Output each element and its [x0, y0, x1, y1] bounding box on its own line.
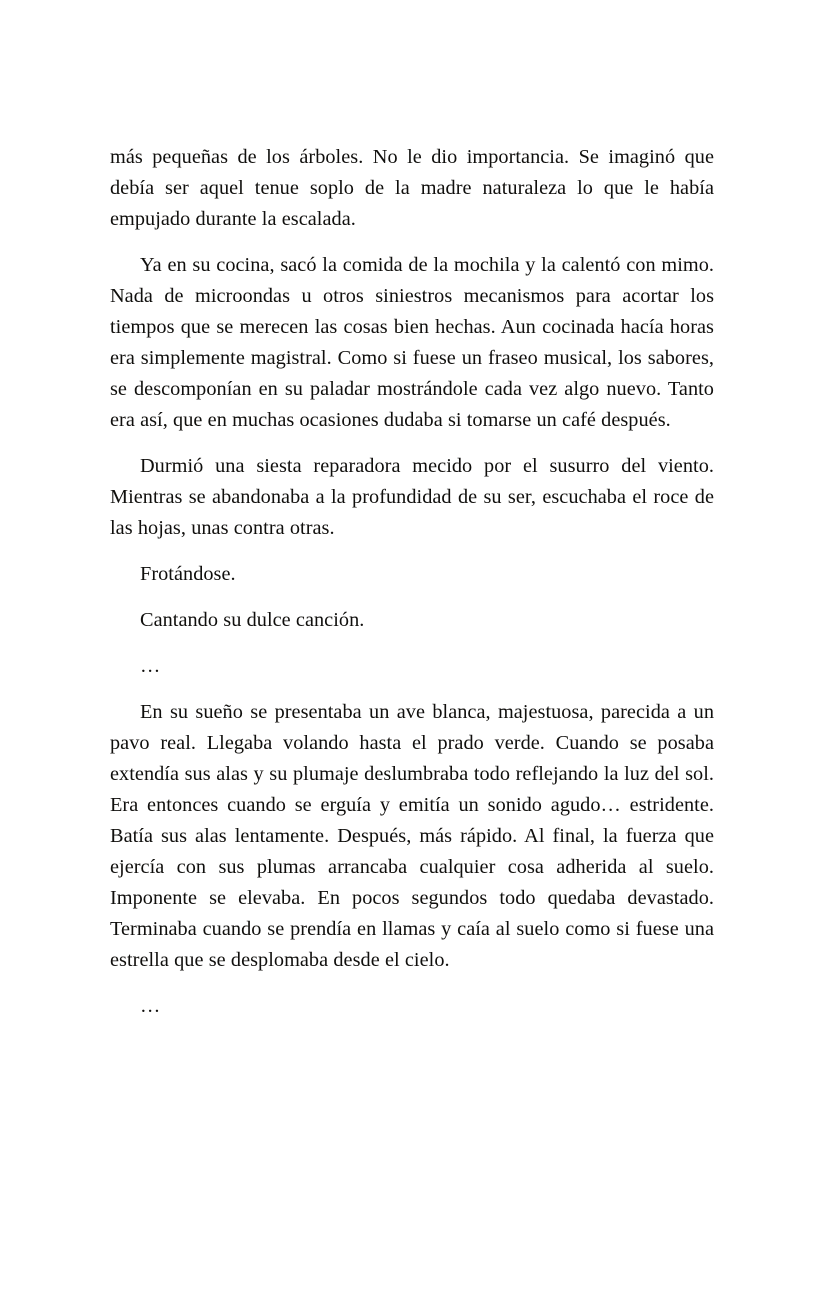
paragraph: Cantando su dulce canción. — [140, 609, 365, 631]
paragraph: … — [140, 655, 162, 677]
paragraph: … — [140, 995, 162, 1017]
paragraph: Durmió una siesta reparadora mecido por el susurro del viento. Mientras se abandonaba a la profundidad de su ser, escuchaba el roce de las hojas, unas contra otras. — [110, 455, 714, 539]
paragraph: Frotándose. — [140, 563, 236, 585]
paragraph: Ya en su cocina, sacó la comida de la mochila y la calentó con mimo. Nada de microondas u otros siniestros mecanismos para acortar los tiempos que se merecen las cosas bien hechas. Aun cocinada hacía horas era simplemente magistral. Como si fuese un fraseo musical, los sabores, se descomponían en su paladar mostrándole cada vez algo nuevo. Tanto era así, que en muchas ocasiones dudaba si tomarse un café después. — [110, 254, 714, 431]
paragraph: En su sueño se presentaba un ave blanca, majestuosa, parecida a un pavo real. Llegaba volando hasta el prado verde. Cuando se posaba extendía sus alas y su plumaje deslumbraba todo reflejando la luz del sol. Era entonces cuando se erguía y emitía un sonido agudo… estridente. Batía sus alas lentamente. Después, más rápido. Al final, la fuerza que ejercía con sus plumas arrancaba cualquier cosa adherida al suelo. Imponente se elevaba. En pocos segundos todo quedaba devastado. Terminaba cuando se prendía en llamas y caía al suelo como si fuese una estrella que se desplomaba desde el cielo. — [110, 701, 714, 971]
body-text-block — [110, 142, 714, 1022]
paragraph: más pequeñas de los árboles. No le dio importancia. Se imaginó que debía ser aquel tenue soplo de la madre naturaleza lo que le había empujado durante la escalada. — [110, 146, 714, 230]
